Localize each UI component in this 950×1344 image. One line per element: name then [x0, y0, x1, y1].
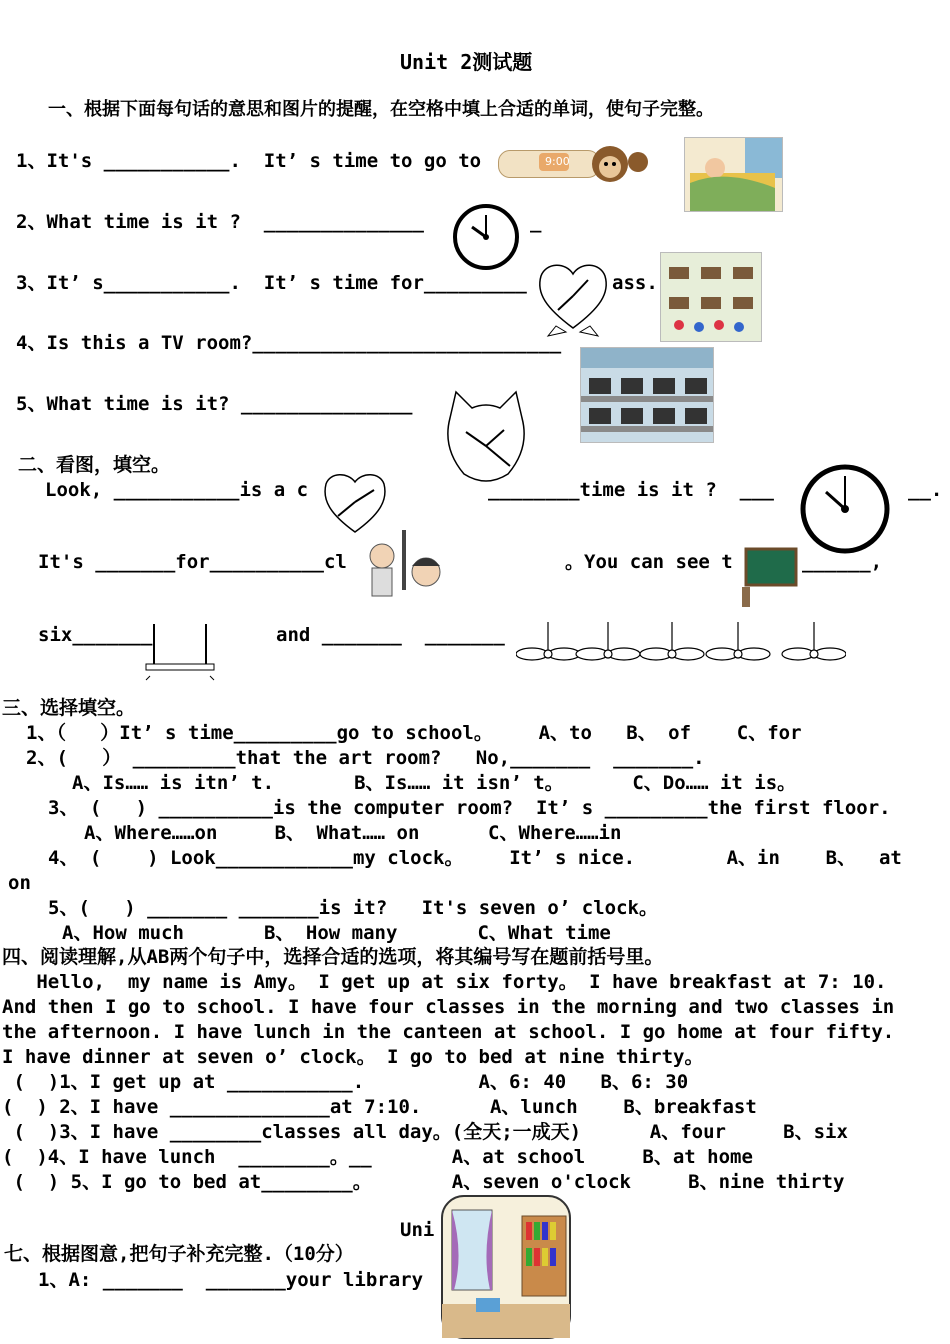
kids-pointing-image — [356, 526, 456, 602]
s1-question-4: 4、Is this a TV room?___________________________ — [16, 332, 562, 354]
passage-line: And then I go to school. I have four classes in the morning and two classes in — [2, 996, 895, 1018]
s2-line3-part-b: and _______ _______ — [276, 624, 505, 646]
s2-line2-part-b: 。You can see t — [565, 551, 733, 573]
passage-line: the afternoon. I have lunch in the canteen at school. I go home at four fifty. — [2, 1021, 895, 1043]
s3-question-3: 3、 ( ) __________is the computer room? It’ s _________the first floor. — [48, 797, 891, 819]
s2-line2-part-a: It's _______for__________cl — [38, 551, 347, 573]
s4-question-2: ( ) 2、I have ______________at 7:10. A、lunch B、breakfast — [2, 1096, 757, 1118]
section4-heading: 四、阅读理解,从AB两个句子中，选择合适的选项，将其编号写在题前括号里。 — [2, 946, 664, 968]
s4-question-4: ( )4、I have lunch ________。__ A、at school B、at home — [2, 1146, 753, 1168]
s4-question-5: ( ) 5、I go to bed at________。 A、seven o'clock B、nine thirty — [2, 1171, 845, 1193]
banner-clock-icon — [498, 150, 600, 178]
s3-question-5: 5、( ) _______ _______is it? It's seven o’ clock。 — [48, 897, 658, 919]
ceiling-fans-icon — [516, 618, 846, 674]
s1-question-3-tail: ass. — [612, 272, 658, 294]
s4-question-1: ( )1、I get up at ___________. A、6: 40 B、6: 30 — [2, 1071, 689, 1093]
s3-question-3-options: A、Where……on B、 What…… on C、Where……in — [84, 822, 622, 844]
light-icon — [140, 622, 220, 682]
s2-line2-part-c: ______, — [802, 551, 883, 573]
s2-line1-part-b: ________time is it ? ___ — [488, 479, 774, 501]
s2-line1-part-a: Look, ___________is a c — [45, 479, 309, 501]
clock-icon — [452, 203, 520, 271]
section1-heading: 一、根据下面每句话的意思和图片的提醒，在空格中填上合适的单词，使句子完整。 — [48, 99, 714, 120]
s4-question-3: ( )3、I have ________classes all day。(全天;一成天) A、four B、six — [2, 1121, 848, 1143]
unit-label: Uni — [400, 1219, 435, 1241]
library-image — [440, 1194, 572, 1340]
monkey-icon — [588, 142, 650, 186]
s2-line3-part-a: six_______ — [38, 624, 153, 646]
classroom-image — [660, 252, 762, 342]
passage-line: Hello, my name is Amy。 I get up at six forty。 I have breakfast at 7: 10. — [2, 971, 887, 993]
s1-question-5: 5、What time is it? _______________ — [16, 393, 413, 415]
cat-clock-icon — [438, 388, 534, 488]
s3-question-2: 2、( ） _________that the art room? No,_______ _______. — [26, 747, 705, 769]
s3-question-2-options: A、Is…… is itn’ t. B、Is…… it isn’ t。 C、Do…… it is。 — [72, 772, 797, 794]
s1-question-2: 2、What time is it ? ______________ — [16, 211, 424, 233]
wall-clock-icon — [798, 462, 892, 556]
page-title: Unit 2测试题 — [400, 50, 533, 74]
s3-question-5-options: A、How much B、 How many C、What time — [62, 922, 611, 944]
s3-question-4-wrap: on — [8, 872, 31, 894]
heart-clock-icon — [536, 258, 610, 338]
passage-line: I have dinner at seven o’ clock。 I go to bed at nine thirty。 — [2, 1046, 704, 1068]
boy-in-bed-image — [684, 137, 783, 212]
section3-heading: 三、选择填空。 — [2, 697, 136, 719]
s7-question-1: 1、A: _______ _______your library — [38, 1269, 424, 1291]
s2-line1-part-c: __. — [908, 479, 943, 501]
section2-heading: 二、看图，填空。 — [18, 454, 171, 476]
s1-question-1: 1、It's ___________. It’ s time to go to — [16, 150, 482, 172]
blackboard-icon — [738, 545, 800, 609]
s3-question-1: 1、（ ）It’ s time_________go to school。 A、to B、 of C、for — [26, 722, 802, 744]
section7-heading: 七、根据图意,把句子补充完整.（10分） — [4, 1243, 354, 1265]
s3-question-4: 4、 ( ) Look____________my clock。 It’ s nice. A、in B、 at — [48, 847, 902, 869]
computer-room-image — [580, 347, 714, 443]
banner-clock-time: 9:00 — [545, 155, 570, 168]
s1-question-3: 3、It’ s___________. It’ s time for_________ — [16, 272, 527, 294]
s1-question-2-tail: _ — [530, 211, 542, 233]
